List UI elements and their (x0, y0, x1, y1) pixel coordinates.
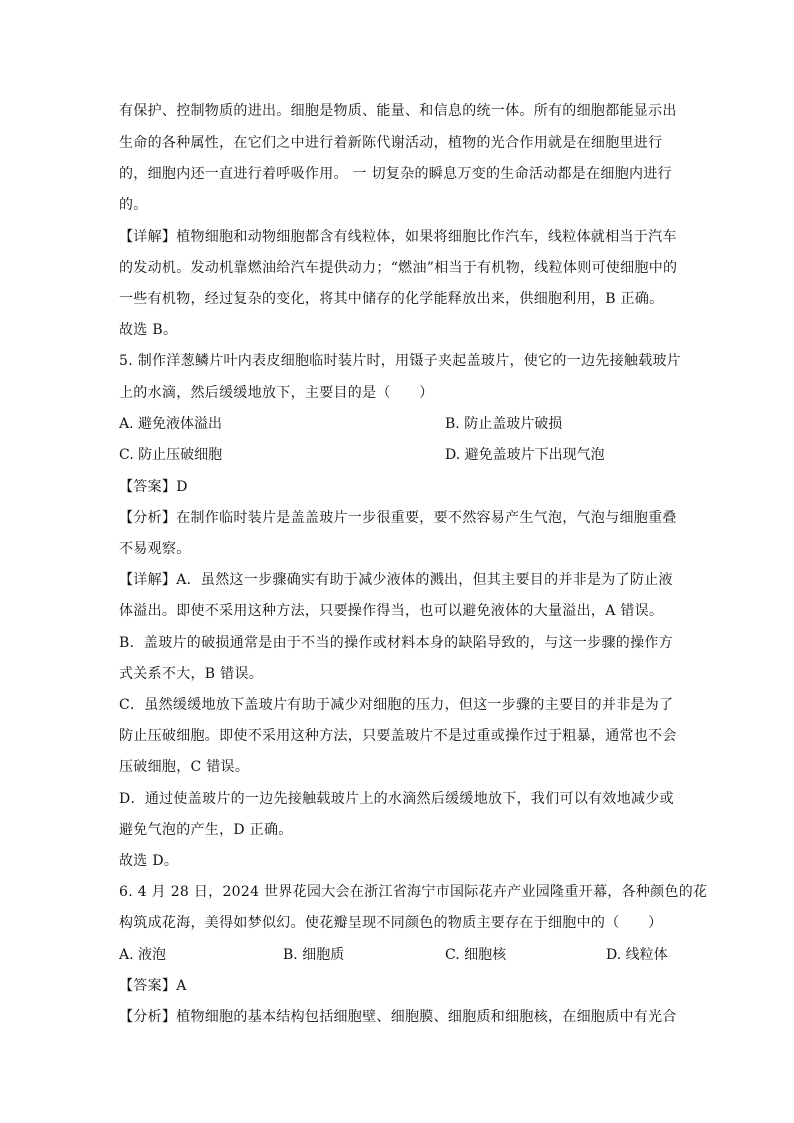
text-line: C．虽然缓缓地放下盖玻片有助于减少对细胞的压力，但这一步骤的主要目的并非是为了 (119, 697, 674, 713)
text-line: 生命的各种属性，在它们之中进行着新陈代谢活动，植物的光合作用就是在细胞里进行 (119, 135, 663, 151)
q5-option-d: D. 避免盖玻片下出现气泡 (445, 447, 605, 463)
text-line: B．盖玻片的破损通常是由于不当的操作或材料本身的缺陷导致的，与这一步骤的操作方 (119, 635, 673, 651)
text-line: 式关系不大，B 错误。 (119, 666, 264, 682)
question-6-cont: 构筑成花海，美得如梦似幻。使花瓣呈现不同颜色的物质主要存在于细胞中的（ ） (119, 915, 663, 931)
text-line: 不易观察。 (119, 541, 191, 557)
text-line: 的。 (119, 197, 148, 213)
question-5-cont: 上的水滴，然后缓缓地放下，主要目的是（ ） (119, 385, 434, 401)
analysis-q6: 【分析】植物细胞的基本结构包括细胞壁、细胞膜、细胞质和细胞核，在细胞质中有光合 (119, 1009, 677, 1025)
q5-option-b: B. 防止盖玻片破损 (445, 416, 563, 432)
answer-q6: 【答案】A (119, 978, 187, 994)
q6-option-c: C. 细胞核 (445, 947, 507, 963)
text-line: D．通过使盖玻片的一边先接触载玻片上的水滴然后缓缓地放下，我们可以有效地减少或 (119, 791, 674, 807)
text-line: 防止压破细胞。即使不采用这种方法，只要盖玻片不是过重或操作过于粗暴，通常也不会 (119, 728, 677, 744)
conclusion: 故选 B。 (119, 322, 178, 338)
question-6: 6. 4 月 28 日，2024 世界花园大会在浙江省海宁市国际花卉产业园隆重开幕，各种颜色的花 (119, 884, 708, 900)
text-line: 避免气泡的产生，D 正确。 (119, 822, 293, 838)
analysis-q5: 【分析】在制作临时装片是盖盖玻片一步很重要，要不然容易产生气泡，气泡与细胞重叠 (119, 510, 677, 526)
text-line: 一些有机物，经过复杂的变化，将其中储存的化学能释放出来，供细胞利用，B 正确。 (119, 291, 664, 307)
q5-option-a: A. 避免液体溢出 (119, 416, 223, 432)
q6-option-d: D. 线粒体 (606, 947, 668, 963)
question-5: 5. 制作洋葱鳞片叶内表皮细胞临时装片时，用镊子夹起盖玻片，使它的一边先接触载玻片 (119, 353, 682, 369)
detail-q5: 【详解】A．虽然这一步骤确实有助于减少液体的溅出，但其主要目的并非是为了防止液 (119, 572, 673, 588)
text-line: 压破细胞，C 错误。 (119, 759, 250, 775)
answer-q5: 【答案】D (119, 479, 188, 495)
text-line: 有保护、控制物质的进出。细胞是物质、能量、和信息的统一体。所有的细胞都能显示出 (119, 103, 677, 119)
q6-option-b: B. 细胞质 (283, 947, 345, 963)
detail-paragraph: 【详解】植物细胞和动物细胞都含有线粒体，如果将细胞比作汽车，线粒体就相当于汽车 (119, 229, 677, 245)
q6-option-a: A. 液泡 (119, 947, 167, 963)
conclusion: 故选 D。 (119, 853, 179, 869)
text-line: 的发动机。发动机靠燃油给汽车提供动力；“燃油”相当于有机物，线粒体则可使细胞中的 (119, 260, 678, 276)
text-line: 体溢出。即使不采用这种方法，只要操作得当，也可以避免液体的大量溢出，A 错误。 (119, 603, 664, 619)
q5-option-c: C. 防止压破细胞 (119, 447, 223, 463)
text-line: 的，细胞内还一直进行着呼吸作用。 一 切复杂的瞬息万变的生命活动都是在细胞内进行 (119, 166, 672, 182)
